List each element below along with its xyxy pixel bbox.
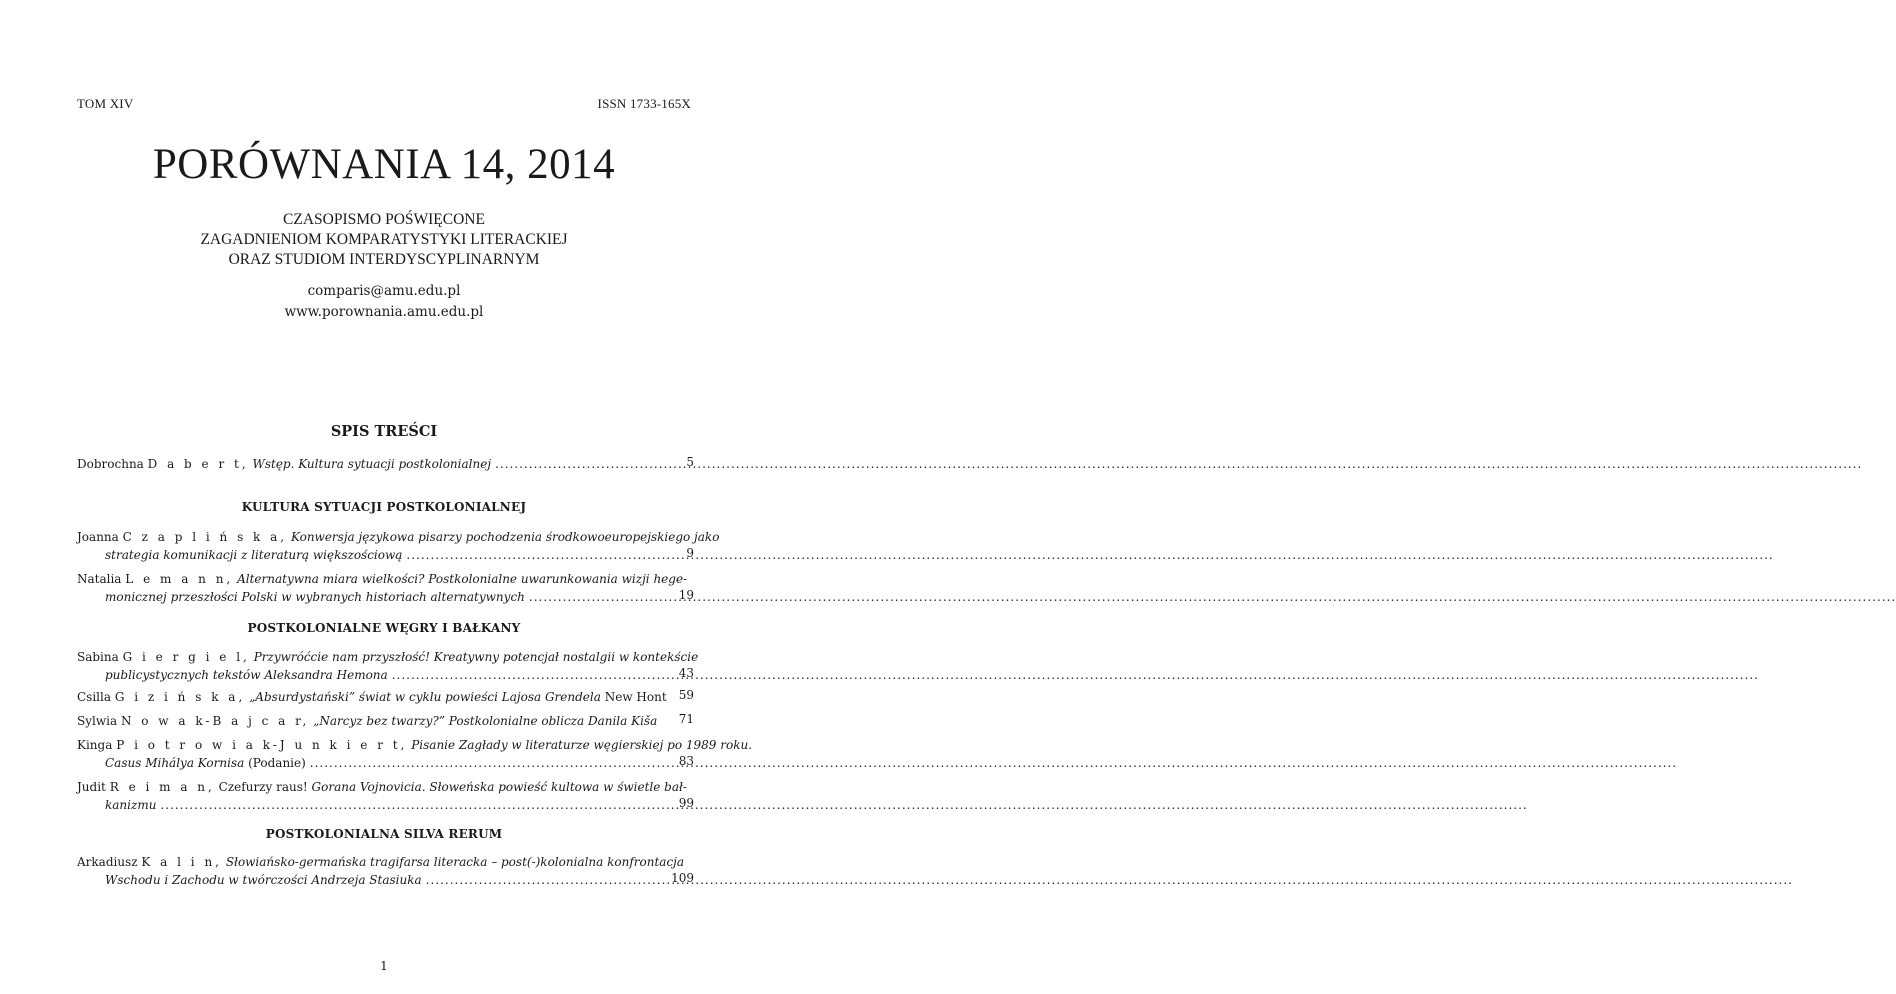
leader-dots	[160, 796, 1527, 814]
section-heading-1: KULTURA SYTUACJI POSTKOLONIALNEJ	[241, 500, 527, 514]
page-number: 9	[686, 546, 694, 560]
author-first: Arkadiusz	[77, 855, 138, 869]
author-first: Csilla	[77, 690, 112, 704]
author-surname: G i e r g i e l,	[122, 650, 250, 664]
entry-title-line-1: Przywróćcie nam przyszłość! Kreatywny potencjał nostalgii w kontekście	[253, 650, 699, 664]
entry-title-line-2: strategia komunikacji z literaturą większościową	[105, 548, 403, 562]
toc-entry-nowak[interactable]	[77, 712, 658, 730]
entry-title-line-1: Alternatywna miara wielkości? Postkolonialne uwarunkowania wizji hege-	[237, 572, 688, 586]
author-first: Sylwia	[77, 714, 118, 728]
author-surname: D a b e r t,	[147, 457, 249, 471]
page-number: 43	[678, 666, 694, 680]
author-surname: L e m a n n,	[125, 572, 234, 586]
author-first: Joanna	[77, 530, 119, 544]
entry-title-line-2: kanizmu	[105, 798, 157, 812]
entry-title: „Absurdystański” świat w cyklu powieści Lajosa Grendela	[249, 690, 601, 704]
section-heading-2: POSTKOLONIALNE WĘGRY I BAŁKANY	[247, 621, 521, 635]
page-folio: 1	[380, 959, 388, 973]
toc-entry-gizinska[interactable]	[77, 688, 667, 706]
issn-label: ISSN 1733-165X	[597, 96, 691, 111]
subtitle-line-2: ZAGADNIENIOM KOMPARATYSTYKI LITERACKIEJ	[200, 231, 568, 248]
leader-dots	[392, 666, 1759, 684]
entry-title-roman: Czefurzy raus!	[218, 780, 308, 794]
volume-label: TOM XIV	[77, 96, 134, 111]
contact-email[interactable]: comparis@amu.edu.pl	[307, 283, 461, 299]
leader-dots	[426, 871, 1793, 889]
entry-title-line-2: monicznej przeszłości Polski w wybranych historiach alternatywnych	[105, 590, 525, 604]
entry-title-line-2: Wschodu i Zachodu w twórczości Andrzeja Stasiuka	[105, 873, 422, 887]
leader-dots	[529, 588, 1896, 606]
entry-title-line-1: Słowiańsko-germańska tragifarsa literacka – post(-)kolonialna konfrontacja	[225, 855, 685, 869]
author-first: Judit	[77, 780, 106, 794]
page-number: 71	[678, 712, 694, 726]
entry-title-line-2: Casus Mihálya Kornisa	[105, 756, 245, 770]
entry-title-roman: New Hont	[604, 690, 667, 704]
leader-dots	[495, 455, 1862, 473]
toc-heading: SPIS TREŚCI	[330, 423, 438, 440]
author-first: Kinga	[77, 738, 113, 752]
author-first: Sabina	[77, 650, 119, 664]
author-surname: G i z i ń s k a,	[114, 690, 246, 704]
entry-title-note: (Podanie)	[248, 756, 306, 770]
contact-website[interactable]: www.porownania.amu.edu.pl	[284, 304, 484, 320]
journal-title: PORÓWNANIA 14, 2014	[152, 141, 616, 188]
leader-dots	[406, 546, 1773, 564]
entry-title: „Narcyz bez twarzy?” Postkolonialne oblicza Danila Kiša	[313, 714, 658, 728]
section-heading-3: POSTKOLONIALNA SILVA RERUM	[265, 827, 503, 841]
page-number: 19	[678, 588, 694, 602]
author-surname: K a l i n,	[141, 855, 222, 869]
subtitle-line-1: CZASOPISMO POŚWIĘCONE	[283, 211, 485, 228]
subtitle-line-3: ORAZ STUDIOM INTERDYSCYPLINARNYM	[228, 251, 540, 268]
page-number: 59	[678, 688, 694, 702]
author-surname: N o w a k-B a j c a r,	[120, 714, 310, 728]
entry-title-line-2: publicystycznych tekstów Aleksandra Hemona	[105, 668, 388, 682]
entry-title-line-1: Gorana Vojnovicia. Słoweńska powieść kultowa w świetle bał-	[311, 780, 687, 794]
page-number: 109	[671, 871, 694, 885]
page-number: 83	[678, 754, 694, 768]
entry-title-line-1: Pisanie Zagłady w literaturze węgierskiej po 1989 roku.	[411, 738, 753, 752]
toc-entry-czaplinska[interactable]	[77, 528, 720, 564]
page-number: 5	[686, 455, 694, 469]
entry-title: Wstęp. Kultura sytuacji postkolonialnej	[252, 457, 492, 471]
author-first: Dobrochna	[77, 457, 144, 471]
author-surname: P i o t r o w i a k-J u n k i e r t,	[116, 738, 408, 752]
author-surname: R e i m a n,	[109, 780, 215, 794]
toc-entry-dabert[interactable]	[77, 455, 654, 473]
page-number: 99	[678, 796, 694, 810]
entry-title-line-1: Konwersja językowa pisarzy pochodzenia środkowoeuropejskiego jako	[290, 530, 720, 544]
author-surname: C z a p l i ń s k a,	[122, 530, 288, 544]
leader-dots	[310, 754, 1677, 772]
author-first: Natalia	[77, 572, 122, 586]
